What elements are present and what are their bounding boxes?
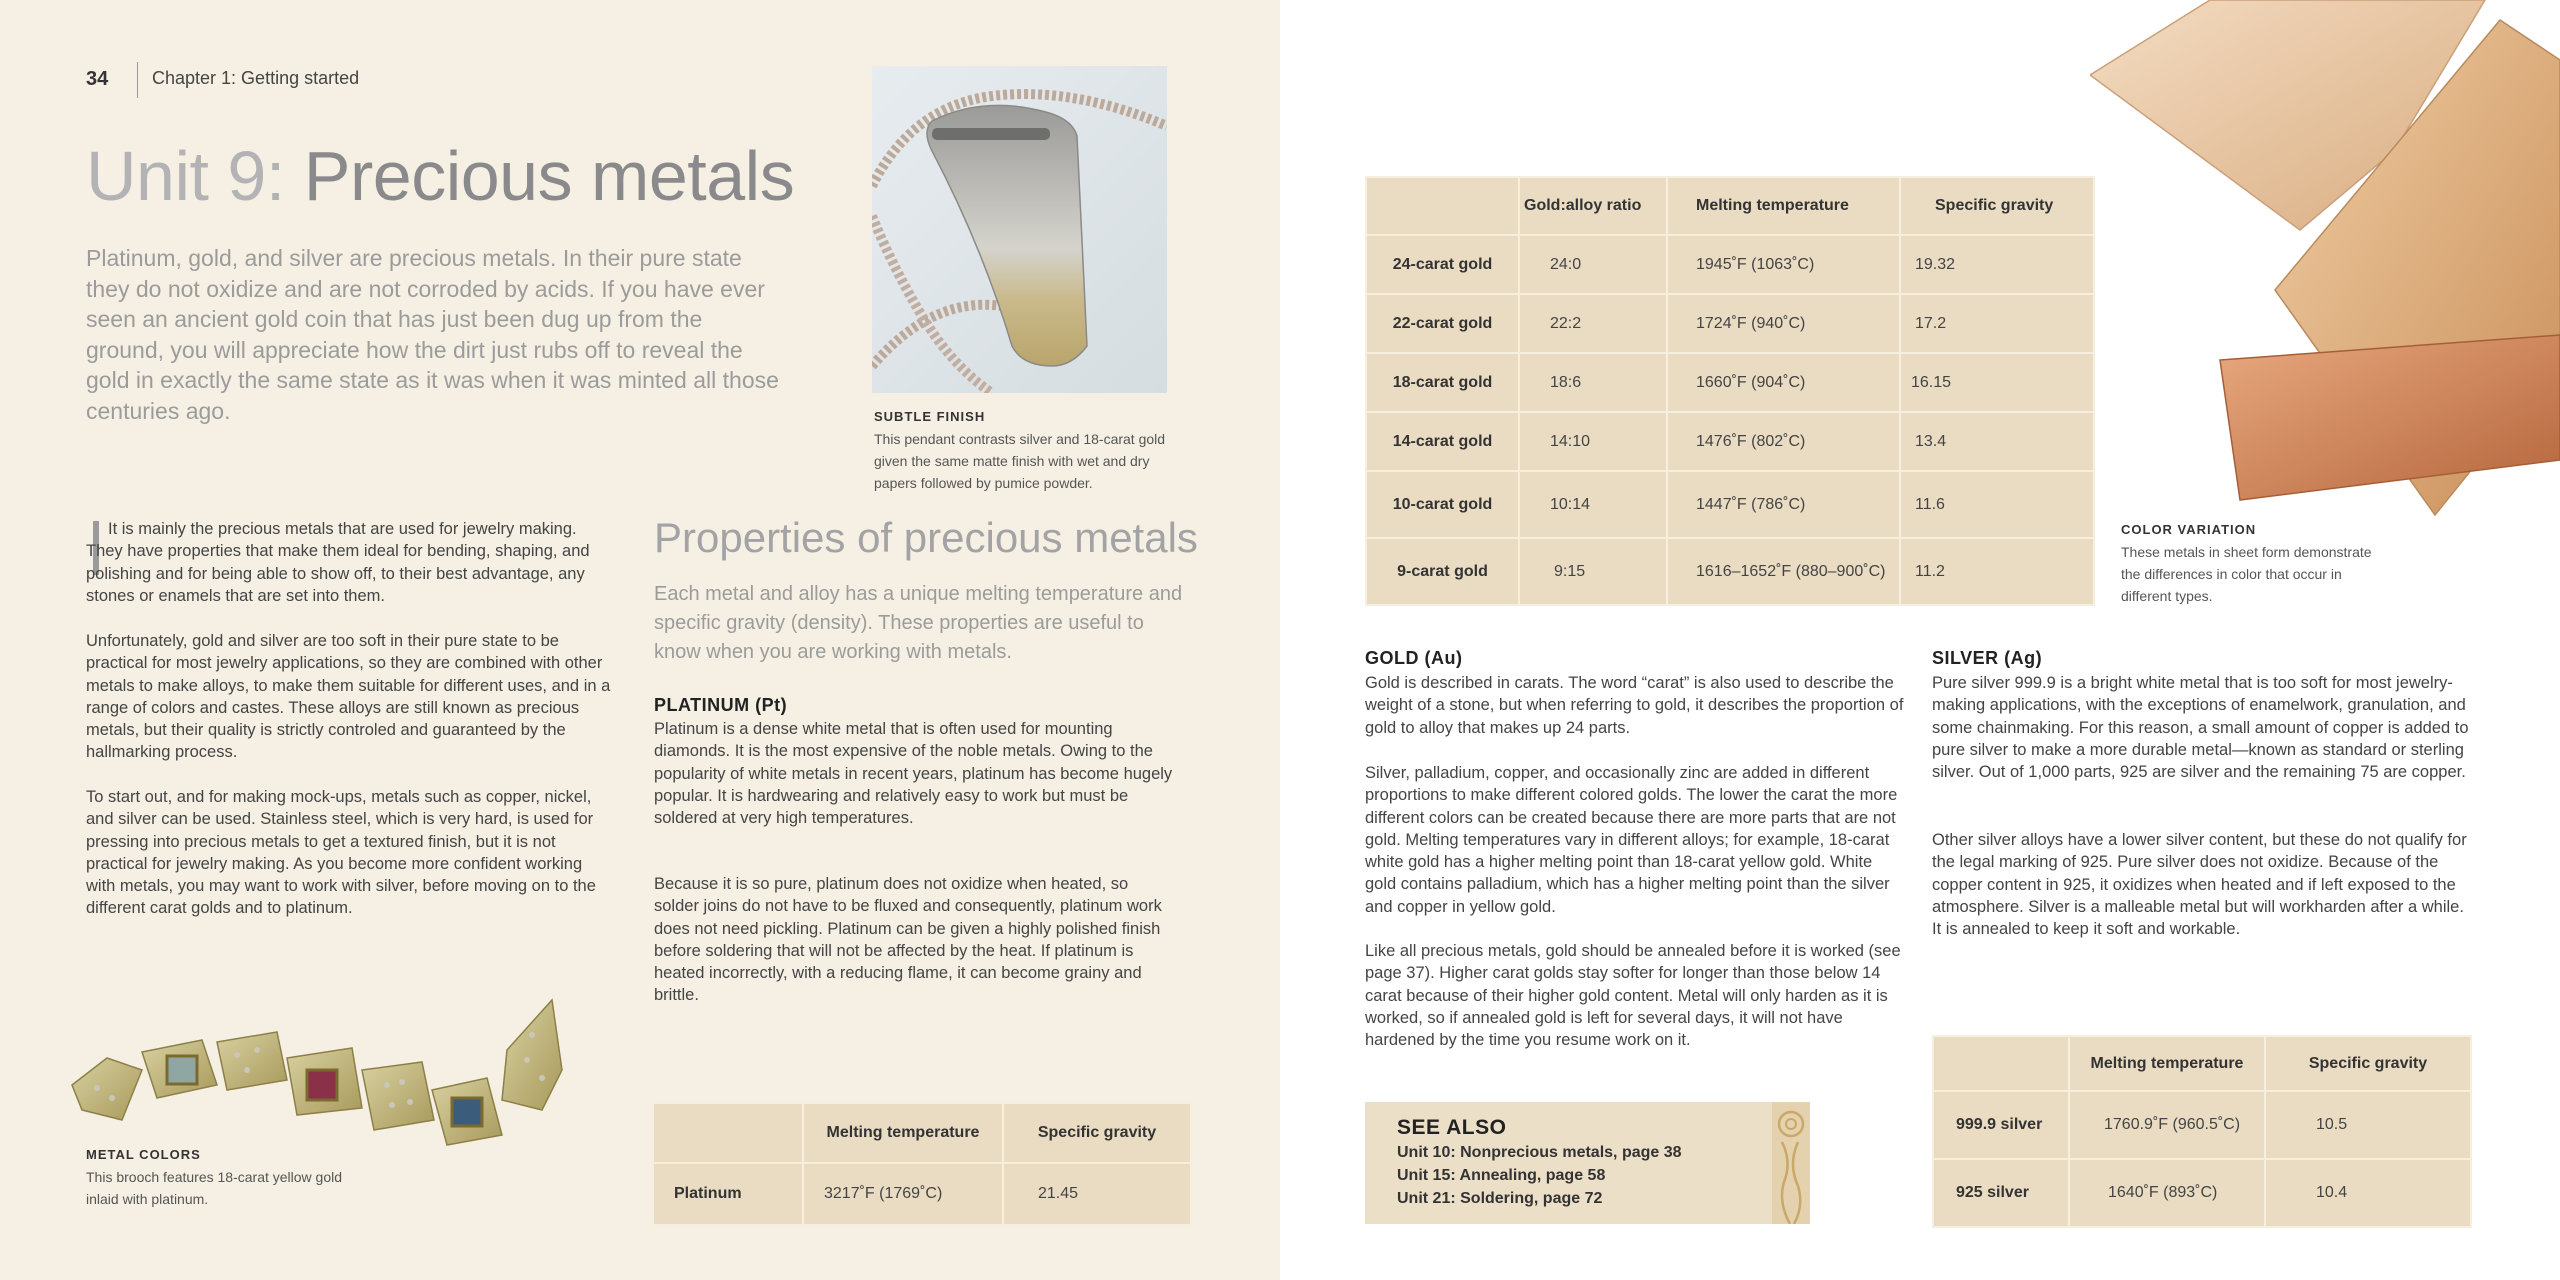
- table-cell: 17.2: [1900, 294, 2094, 353]
- table-header-row: [653, 1103, 1191, 1163]
- table-cell: 1640˚F (893˚C): [2069, 1159, 2265, 1227]
- table-row: [1933, 1159, 2471, 1227]
- table-cell: 1660˚F (904˚C): [1667, 353, 1900, 412]
- gold-table: [1365, 176, 2095, 606]
- table-cell: 11.6: [1900, 471, 2094, 538]
- table-cell: 24-carat gold: [1366, 235, 1519, 294]
- caption-pendant-title: SUBTLE FINISH: [874, 409, 986, 424]
- table-cell: Platinum: [653, 1163, 803, 1225]
- see-also-box: [1365, 1102, 1810, 1224]
- table-row: [1933, 1091, 2471, 1159]
- table-row: [1366, 294, 2094, 353]
- see-also-title: SEE ALSO: [1397, 1116, 1507, 1139]
- caption-brooch-text: This brooch features 18-carat yellow gold inlaid with platinum.: [86, 1169, 343, 1207]
- decorative-swirl: [1772, 1102, 1810, 1224]
- table-cell: 1760.9˚F (960.5˚C): [2069, 1091, 2265, 1159]
- table-header-cell: Melting temperature: [803, 1103, 1003, 1163]
- caption-sheets-title: COLOR VARIATION: [2121, 522, 2257, 537]
- table-header-cell: Melting temperature: [1667, 177, 1900, 235]
- table-cell: 22-carat gold: [1366, 294, 1519, 353]
- platinum-paragraph-2: Because it is so pure, platinum does not oxidize when heated, so solder joins do not have to be fluxed and consequently, platinum work does not need pickling. Platinum can be given a highly polished finish before soldering that will not be affected by the heat. If platinum is heated incorrectly, with a reducing flame, it can become grainy and brittle.: [654, 875, 1162, 1005]
- table-cell: 14-carat gold: [1366, 412, 1519, 471]
- table-cell: 13.4: [1900, 412, 2094, 471]
- intro-paragraph: Platinum, gold, and silver are precious metals. In their pure state they do not oxidize and are not corroded by acids. If you have ever seen an ancient gold coin that has just been dug up from the ground, you will appreciate how the dirt just rubs off to reveal the gold in exactly the same state as it was when it was minted all those centuries ago.: [86, 245, 779, 424]
- table-cell: 18-carat gold: [1366, 353, 1519, 412]
- table-cell: 3217˚F (1769˚C): [803, 1163, 1003, 1225]
- table-cell: 1447˚F (786˚C): [1667, 471, 1900, 538]
- silver-table: [1932, 1035, 2472, 1228]
- chapter-title: Chapter 1: Getting started: [152, 68, 360, 88]
- silver-paragraph-2: Other silver alloys have a lower silver content, but these do not qualify for the legal marking of 925. Pure silver does not oxidize. Because of the copper content in 925, it oxidizes when heated and if left exposed to the atmosphere. Silver is a malleable metal but will workharden after a while. It is annealed to keep it soft and workable.: [1932, 831, 2467, 939]
- table-header-cell: [1366, 177, 1519, 235]
- table-header-cell: Specific gravity: [1900, 177, 2094, 235]
- table-header-cell: Gold:alloy ratio: [1519, 177, 1667, 235]
- unit-name: Precious metals: [303, 137, 795, 215]
- table-cell: 999.9 silver: [1933, 1091, 2069, 1159]
- gold-paragraph-3: Like all precious metals, gold should be annealed before it is worked (see page 37). Higher carat golds stay softer for longer than those below 14 carat because of their higher gold content. Metal will only harden as it is worked, so if annealed gold is left for several days, it will not have hardened by the time you resume work on it.: [1365, 942, 1901, 1050]
- brooch-photo: [62, 990, 632, 1150]
- table-cell: 9:15: [1519, 538, 1667, 605]
- table-row: [1366, 235, 2094, 294]
- see-also-link[interactable]: Unit 15: Annealing, page 58: [1397, 1167, 1606, 1184]
- metal-sheets-photo: [2090, 0, 2560, 520]
- table-header-row: [1933, 1036, 2471, 1091]
- platinum-paragraph-1: Platinum is a dense white metal that is often used for mounting diamonds. It is the most expensive of the noble metals. Owing to the popularity of white metals in recent years, platinum has become hugely popular. It is hardwearing and relatively easy to work but must be soldered at very high temperatures.: [654, 720, 1173, 828]
- table-cell: 22:2: [1519, 294, 1667, 353]
- table-header-cell: [653, 1103, 803, 1163]
- table-cell: 1616–1652˚F (880–900˚C): [1667, 538, 1900, 605]
- table-row: [653, 1163, 1191, 1225]
- silver-paragraph-1: Pure silver 999.9 is a bright white metal that is too soft for most jewelry-making applications, with the exceptions of enamelwork, granulation, and some chainmaking. For this reason, a small amount of copper is added to pure silver to make a more durable metal—known as standard or sterling silver. Out of 1,000 parts, 925 are silver and the remaining 75 are copper.: [1932, 674, 2469, 782]
- table-row: [1366, 412, 2094, 471]
- gold-heading: GOLD (Au): [1365, 648, 1463, 668]
- table-cell: 10.4: [2265, 1159, 2471, 1227]
- properties-intro: Each metal and alloy has a unique melting temperature and specific gravity (density). These properties are useful to know when you are working with metals.: [654, 583, 1183, 663]
- table-row: [1366, 353, 2094, 412]
- table-cell: 19.32: [1900, 235, 2094, 294]
- table-header-cell: Melting temperature: [2069, 1036, 2265, 1091]
- table-cell: 1476˚F (802˚C): [1667, 412, 1900, 471]
- table-header-cell: Specific gravity: [1003, 1103, 1191, 1163]
- caption-brooch-title: METAL COLORS: [86, 1147, 201, 1162]
- table-cell: 1724˚F (940˚C): [1667, 294, 1900, 353]
- table-row: [1366, 471, 2094, 538]
- page-number: 34: [86, 68, 109, 90]
- platinum-heading: PLATINUM (Pt): [654, 695, 788, 715]
- caption-sheets-text: These metals in sheet form demonstrate the differences in color that occur in different types.: [2121, 544, 2372, 604]
- table-cell: 10.5: [2265, 1091, 2471, 1159]
- unit-number: Unit 9:: [86, 137, 285, 215]
- table-cell: 16.15: [1900, 353, 2094, 412]
- table-cell: 18:6: [1519, 353, 1667, 412]
- silver-heading: SILVER (Ag): [1932, 648, 2043, 668]
- table-cell: 10-carat gold: [1366, 471, 1519, 538]
- gold-paragraph-2: Silver, palladium, copper, and occasionally zinc are added in different proportions to make different colored golds. The lower the carat the more different colors can be created because there are more parts that are not gold. Melting temperatures vary in different alloys; for example, 18-carat white gold has a higher melting point than 18-carat yellow gold. White gold contains palladium, which has a higher melting point than the silver and copper in yellow gold.: [1365, 764, 1898, 916]
- platinum-table: [652, 1102, 1192, 1226]
- gold-paragraph-1: Gold is described in carats. The word “carat” is also used to describe the weight of a stone, but when referring to gold, it describes the proportion of gold to alloy that makes up 24 parts.: [1365, 674, 1904, 737]
- header-divider: [137, 62, 138, 98]
- body-paragraph-3: To start out, and for making mock-ups, metals such as copper, nickel, and silver can be used. Stainless steel, which is very hard, is used for pressing into precious metals to get a textured finish, but it is not practical for jewelry making. As you become more confident working with metals, you may want to work with silver, before moving on to the different carat golds and to platinum.: [86, 788, 596, 918]
- table-header-cell: Specific gravity: [2265, 1036, 2471, 1091]
- caption-pendant-text: This pendant contrasts silver and 18-carat gold given the same matte finish with wet and dry papers followed by pumice powder.: [874, 431, 1166, 491]
- table-cell: 14:10: [1519, 412, 1667, 471]
- table-cell: 9-carat gold: [1366, 538, 1519, 605]
- page-title: [86, 136, 794, 216]
- table-row: [1366, 538, 2094, 605]
- table-cell: 21.45: [1003, 1163, 1191, 1225]
- body-paragraph-2: Unfortunately, gold and silver are too soft in their pure state to be practical for most jewelry applications, so they are combined with other metals to make alloys, to make them suitable for different uses, and in a range of colors and castes. These alloys are still known as precious metals, but their quality is strictly controled and guaranteed by the hallmarking process.: [86, 632, 611, 762]
- table-cell: 24:0: [1519, 235, 1667, 294]
- table-cell: 1945˚F (1063˚C): [1667, 235, 1900, 294]
- table-header-row: [1366, 177, 2094, 235]
- table-cell: 10:14: [1519, 471, 1667, 538]
- body-paragraph-1: It is mainly the precious metals that are used for jewelry making. They have properties that make them ideal for bending, shaping, and polishing and for being able to show off, to their best advantage, any stones or enamels that are set into them.: [86, 520, 590, 605]
- table-header-cell: [1933, 1036, 2069, 1091]
- properties-heading: Properties of precious metals: [654, 514, 1198, 561]
- pendant-photo: [872, 66, 1167, 393]
- table-cell: 925 silver: [1933, 1159, 2069, 1227]
- table-cell: 11.2: [1900, 538, 2094, 605]
- see-also-link[interactable]: Unit 21: Soldering, page 72: [1397, 1190, 1603, 1207]
- see-also-link[interactable]: Unit 10: Nonprecious metals, page 38: [1397, 1144, 1682, 1161]
